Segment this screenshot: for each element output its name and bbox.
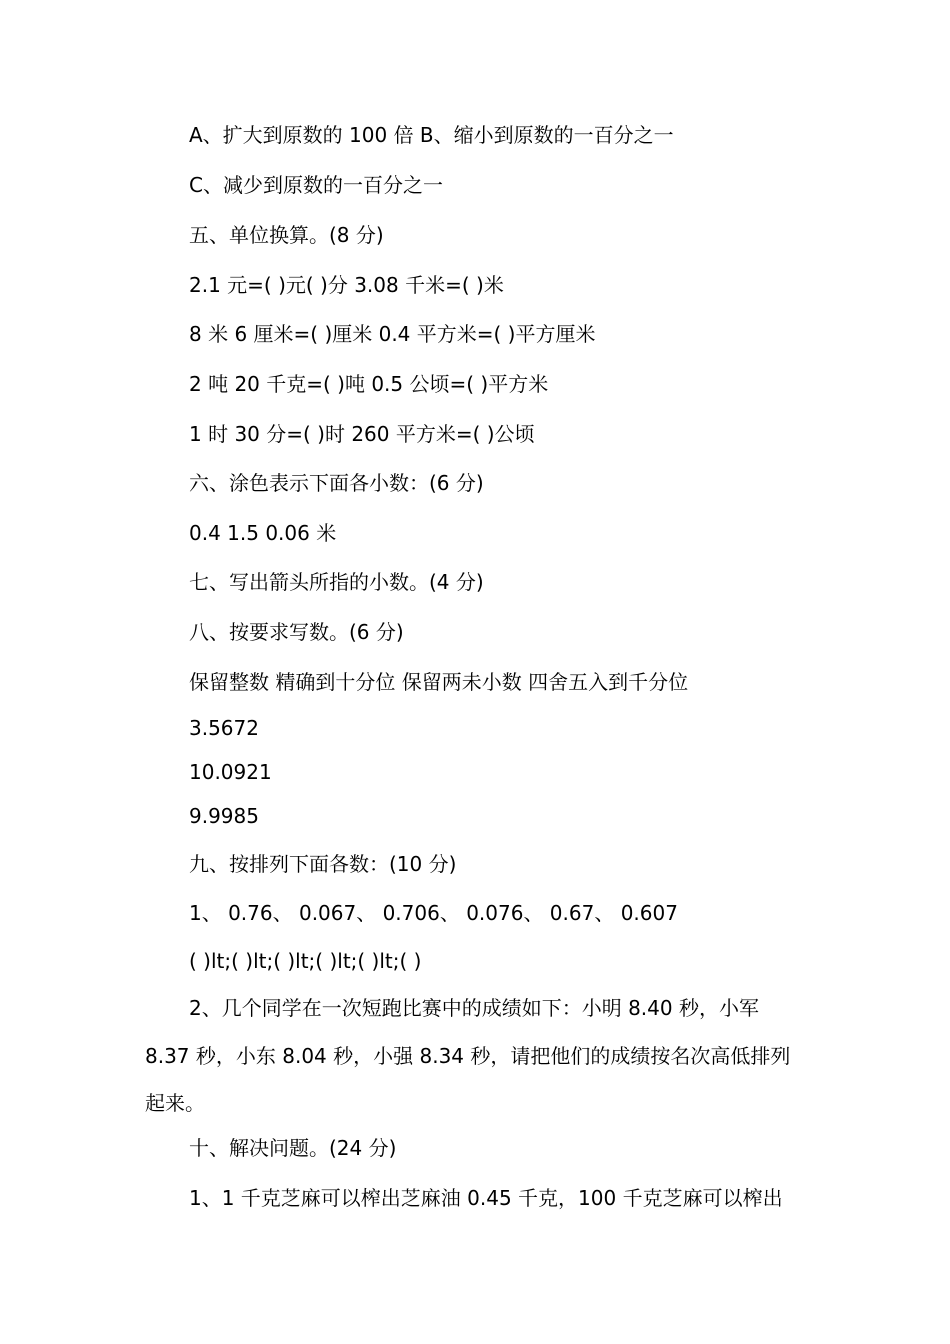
conversion-line-3: 2 吨 20 千克=( )吨 0.5 公顷=( )平方米: [189, 372, 549, 396]
option-c: C、减少到原数的一百分之一: [189, 173, 443, 197]
number-3: 9.9985: [189, 804, 259, 828]
sesame-problem-line-1: 1、1 千克芝麻可以榨出芝麻油 0.45 千克，100 千克芝麻可以榨出: [189, 1186, 783, 1210]
number-1: 3.5672: [189, 716, 259, 740]
section-8-heading: 八、按要求写数。(6 分): [189, 620, 404, 644]
section-9-heading: 九、按排列下面各数：(10 分): [189, 852, 457, 876]
coloring-values: 0.4 1.5 0.06 米: [189, 521, 337, 545]
section-5-heading: 五、单位换算。(8 分): [189, 223, 384, 247]
number-2: 10.0921: [189, 760, 272, 784]
race-problem-line-2: 8.37 秒，小东 8.04 秒，小强 8.34 秒，请把他们的成绩按名次高低排列: [145, 1044, 791, 1068]
race-problem-line-1: 2、几个同学在一次短跑比赛中的成绩如下：小明 8.40 秒，小军: [189, 996, 759, 1020]
conversion-line-4: 1 时 30 分=( )时 260 平方米=( )公顷: [189, 422, 535, 446]
section-7-heading: 七、写出箭头所指的小数。(4 分): [189, 570, 484, 594]
order-blanks: ( )lt;( )lt;( )lt;( )lt;( )lt;( ): [189, 949, 422, 973]
option-a-b: A、扩大到原数的 100 倍 B、缩小到原数的一百分之一: [189, 123, 674, 147]
conversion-line-1: 2.1 元=( )元( )分 3.08 千米=( )米: [189, 273, 504, 297]
race-problem-line-3: 起来。: [145, 1091, 205, 1115]
conversion-line-2: 8 米 6 厘米=( )厘米 0.4 平方米=( )平方厘米: [189, 322, 596, 346]
section-10-heading: 十、解决问题。(24 分): [189, 1136, 397, 1160]
order-numbers: 1、 0.76、 0.067、 0.706、 0.076、 0.67、 0.607: [189, 901, 678, 925]
rounding-headers: 保留整数 精确到十分位 保留两未小数 四舍五入到千分位: [189, 670, 689, 694]
section-6-heading: 六、涂色表示下面各小数：(6 分): [189, 471, 484, 495]
